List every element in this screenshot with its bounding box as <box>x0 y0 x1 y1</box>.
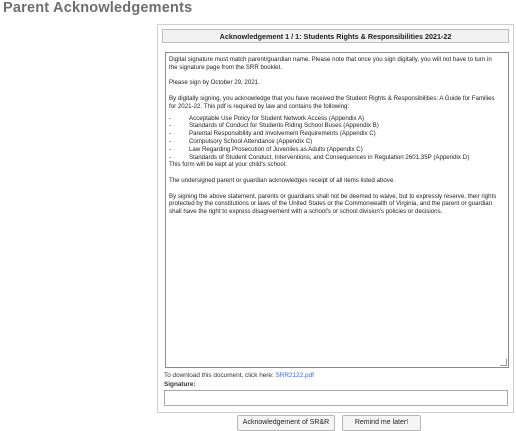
page-title: Parent Acknowledgements <box>3 0 193 16</box>
acknowledge-button[interactable]: Acknowledgement of SR&R <box>237 415 335 431</box>
download-prefix: To download this document, click here: <box>164 372 276 379</box>
doc-paragraph-receipt: The undersigned parent or guardian acknowledges receipt of all items listed above. <box>169 176 395 184</box>
document-text-area[interactable] <box>165 52 509 368</box>
doc-paragraph-deadline: Please sign by October 29, 2021. <box>169 79 260 87</box>
list-item: - Standards of Student Conduct, Interventions, and Consequences in Regulation 2601.35P (Appendix D) <box>169 153 470 161</box>
doc-paragraph-acknowledge: By digitally signing, you acknowledge that you have received the Student Rights & Responsibilities: A Guide for Families for 2021-22. This pdf is required by law and contains the following: <box>169 94 495 110</box>
download-link[interactable]: SRR2122.pdf <box>275 372 314 379</box>
signature-label: Signature: <box>164 381 196 388</box>
acknowledgement-panel <box>157 24 514 426</box>
signature-input[interactable] <box>164 390 508 406</box>
list-item: - Standards of Conduct for Students Riding School Buses (Appendix B) <box>169 122 379 130</box>
list-item: - Acceptable Use Policy for Student Network Access (Appendix A) <box>169 114 365 122</box>
doc-paragraph-kept-at-school: This form will be kept at your child's school. <box>169 161 287 169</box>
download-line <box>164 372 314 379</box>
remind-later-button[interactable]: Remind me later! <box>342 415 421 431</box>
list-item: - Compulsory School Attendance (Appendix C) <box>169 137 313 145</box>
acknowledgement-header: Acknowledgement 1 / 1: Students Rights & Responsibilities 2021-22 <box>162 29 509 43</box>
list-item: - Parental Responsibility and Involvement Requirements (Appendix C) <box>169 130 376 138</box>
doc-paragraph-rights: By signing the above statement, parents or guardians shall not be deemed to waive, but to expressly reserve, their rights protected by the constitutions or laws of the United States or the Commonwealth of Virginia, and the parent or guardian shall have the right to express disagreement with a school's or school division's policies or decisions. <box>169 192 497 216</box>
list-item: - Law Regarding Prosecution of Juveniles as Adults (Appendix C) <box>169 145 363 153</box>
doc-appendix-list <box>169 115 502 162</box>
textarea-resize-grip[interactable] <box>500 359 507 366</box>
doc-paragraph-signature-note: Digital signature must match parent/guardian name. Please note that once you sign digitally, you will not have to turn in the signature page from the SRR booklet. <box>169 56 492 71</box>
